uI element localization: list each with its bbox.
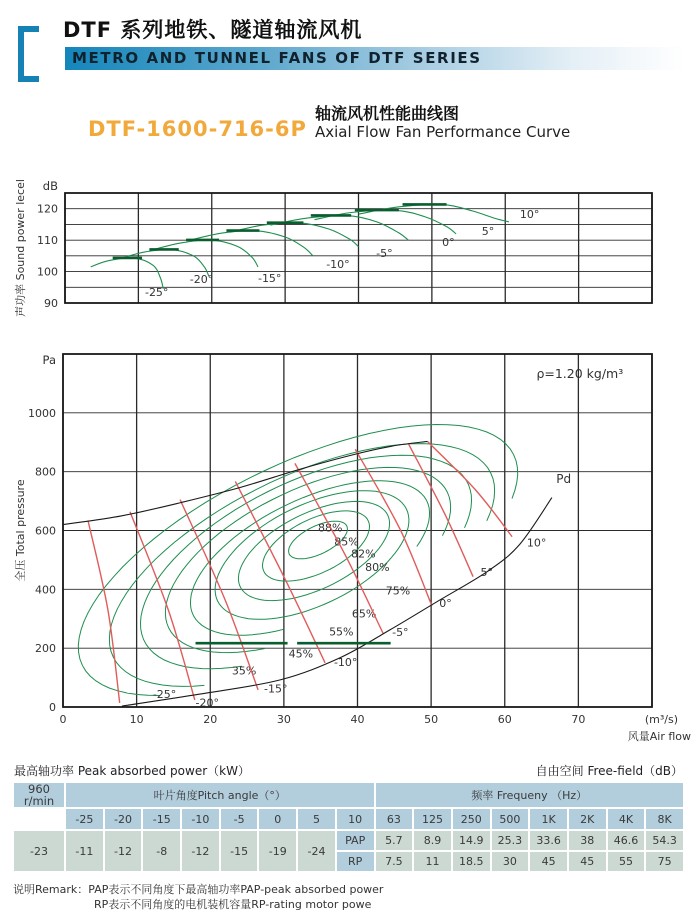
frequency-cell: 250 [453, 809, 490, 829]
sound-curve-label: -20° [189, 272, 214, 286]
frequency-cell: 2K [569, 809, 606, 829]
pitch-curve--10° [235, 481, 325, 663]
efficiency-contour-55% [141, 455, 472, 668]
pitch-curve--20° [130, 512, 195, 700]
rp-value-cell: 55 [608, 852, 645, 871]
frequency-header: 频率 Frequeny （Hz） [376, 783, 684, 807]
y-unit-label: dB [42, 179, 58, 193]
rp-value-cell: 18.5 [453, 852, 490, 871]
pap-value-cell: 33.6 [530, 831, 567, 850]
remark-line1: 说明Remark：PAP表示不同角度下最高轴功率PAP-peak absorbed power [13, 883, 384, 896]
sound-curve-label: -5° [376, 247, 393, 261]
header-bracket-icon [18, 26, 39, 82]
remark-note [13, 882, 383, 912]
y-axis-title: 声功率 Sound power lecel [14, 179, 27, 317]
freefield-value-cell: -11 [66, 831, 103, 871]
y-tick: 800 [35, 465, 56, 479]
x-tick: 20 [203, 713, 218, 726]
efficiency-label: 88% [318, 521, 343, 535]
x-tick: 10 [129, 713, 144, 726]
frequency-cell: 500 [492, 809, 529, 829]
sound-curves [91, 204, 540, 298]
rp-value-cell: 30 [492, 852, 529, 871]
rpm-unit: r/min [23, 794, 55, 808]
freefield-value-cell: -19 [259, 831, 296, 871]
performance-chart [0, 338, 697, 750]
rp-value-cell: 7.5 [376, 852, 413, 871]
rpm-value: 960 [28, 782, 50, 796]
y-tick: 120 [37, 202, 58, 216]
sound-curve-label: 10° [519, 208, 540, 222]
pitch-angle-cell: -15 [143, 809, 180, 829]
freefield-value-cell: -8 [143, 831, 180, 871]
chart-title-zh: 轴流风机性能曲线图 [315, 104, 460, 123]
efficiency-label: 82% [351, 547, 376, 561]
x-tick: 50 [424, 713, 439, 726]
pap-value-cell: 5.7 [376, 831, 413, 850]
pitch-angle-label: 5° [480, 566, 493, 580]
page-title-zh: DTF 系列地铁、隧道轴流风机 [63, 18, 363, 42]
frequency-cell: 8K [646, 809, 683, 829]
table-title-right: 自由空间 Free-field（dB） [535, 764, 683, 778]
pitch-angle-cell: 5 [298, 809, 335, 829]
pitch-angle-label: -5° [392, 625, 409, 639]
sound-curve--15° [153, 240, 258, 267]
sound-curve-label: 5° [481, 225, 495, 239]
y-tick: 100 [37, 265, 58, 279]
x-tick: 0 [59, 713, 67, 726]
rp-value-cell: 11 [414, 852, 451, 871]
frequency-cell: 1K [530, 809, 567, 829]
x-tick: 30 [276, 713, 291, 726]
pap-value-cell: 38 [569, 831, 606, 850]
remark-line2: RP表示不同角度的电机装机容量RP-rating motor powe [94, 898, 372, 911]
frequency-cell: 125 [414, 809, 451, 829]
pitch-angle-cell: -25 [66, 809, 103, 829]
x-tick: 40 [350, 713, 365, 726]
y-tick: 110 [37, 234, 58, 248]
pitch-angle-label: -20° [195, 696, 219, 710]
pitch-angle-label: -15° [263, 682, 288, 696]
pitch-angle-label: -10° [333, 655, 358, 669]
x-axis-title: 风量Air flow [627, 730, 691, 743]
pitch-angle-cell: -10 [182, 809, 219, 829]
pd-label: Pd [556, 471, 572, 486]
y-tick: 400 [35, 583, 56, 597]
table-title-left: 最高轴功率 Peak absorbed power（kW） [14, 764, 250, 778]
freefield-value-cell: -15 [221, 831, 258, 871]
pitch-angle-cell: 0 [259, 809, 296, 829]
efficiency-label: 35% [231, 664, 257, 678]
pitch-curve-5° [408, 443, 473, 576]
rp-value-cell: 45 [569, 852, 606, 871]
sound-curve--25° [91, 258, 164, 289]
efficiency-label: 75% [385, 584, 411, 598]
pap-row-label: PAP [337, 831, 374, 850]
rp-value-cell: 75 [646, 852, 683, 871]
freefield-value-cell: -12 [182, 831, 219, 871]
pitch-curve-0° [355, 449, 432, 606]
pitch-angle-label: 10° [526, 536, 547, 550]
sound-curve-label: -10° [326, 258, 350, 272]
sound-power-chart [0, 170, 697, 340]
efficiency-contour-80% [215, 491, 409, 620]
chart-title-en: Axial Flow Fan Performance Curve [315, 123, 571, 141]
x-tick: 70 [571, 713, 586, 726]
header-banner: METRO AND TUNNEL FANS OF DTF SERIES [65, 47, 684, 70]
power-table-section [14, 762, 683, 871]
sound-curve-label: -25° [144, 285, 169, 299]
max-pressure-envelope [63, 441, 427, 524]
sound-curve-5° [315, 210, 457, 234]
sound-curve-10° [359, 204, 509, 221]
pitch-angle-label: -25° [152, 688, 177, 702]
sound-curve--5° [230, 223, 358, 247]
freefield-value-cell: -23 [14, 831, 64, 871]
y-unit-label: Pa [42, 353, 56, 367]
pitch-curve--25° [88, 521, 120, 703]
rp-row-label: RP [337, 852, 374, 871]
freefield-value-cell: -12 [105, 831, 142, 871]
y-tick: 600 [35, 524, 56, 538]
efficiency-label: 80% [365, 561, 390, 575]
y-tick: 200 [35, 642, 56, 656]
pap-value-cell: 25.3 [492, 831, 529, 850]
pitch-angle-cell: -20 [105, 809, 142, 829]
frequency-cell: 4K [608, 809, 645, 829]
efficiency-label: 65% [351, 607, 377, 621]
grid [63, 354, 652, 710]
density-annotation: ρ=1.20 kg/m³ [536, 366, 624, 382]
sound-curve-label: 0° [442, 236, 455, 250]
pap-value-cell: 46.6 [608, 831, 645, 850]
efficiency-label: 55% [329, 625, 354, 639]
axis-labels [13, 179, 58, 317]
x-tick: 60 [497, 713, 512, 726]
sound-curve--10° [190, 231, 313, 256]
efficiency-label: 85% [334, 535, 359, 549]
pitch-angle-cell: -5 [221, 809, 258, 829]
power-table [14, 783, 683, 871]
y-tick: 1000 [28, 406, 56, 420]
pap-value-cell: 54.3 [646, 831, 683, 850]
pap-value-cell: 8.9 [414, 831, 451, 850]
rp-value-cell: 45 [530, 852, 567, 871]
pap-value-cell: 14.9 [453, 831, 490, 850]
pitch-angle-curves [88, 441, 546, 709]
fan-model-code: DTF-1600-716-6P [88, 117, 307, 141]
y-axis-title: 全压 Total pressure [14, 479, 27, 582]
pitch-angle-label: 0° [439, 596, 452, 610]
frequency-cell: 63 [376, 809, 413, 829]
pitch-angle-header: 叶片角度Pitch angle（°） [66, 783, 374, 807]
sound-curve-label: -15° [257, 271, 282, 285]
sound-curve-0° [270, 215, 408, 240]
freefield-value-cell: -24 [298, 831, 335, 871]
x-unit-label: (m³/s) [644, 713, 678, 726]
rpm-cell [14, 783, 64, 807]
y-tick: 90 [44, 297, 58, 310]
efficiency-label: 45% [288, 647, 314, 661]
y-tick: 0 [49, 701, 56, 714]
pitch-angle-cell: 10 [337, 809, 374, 829]
